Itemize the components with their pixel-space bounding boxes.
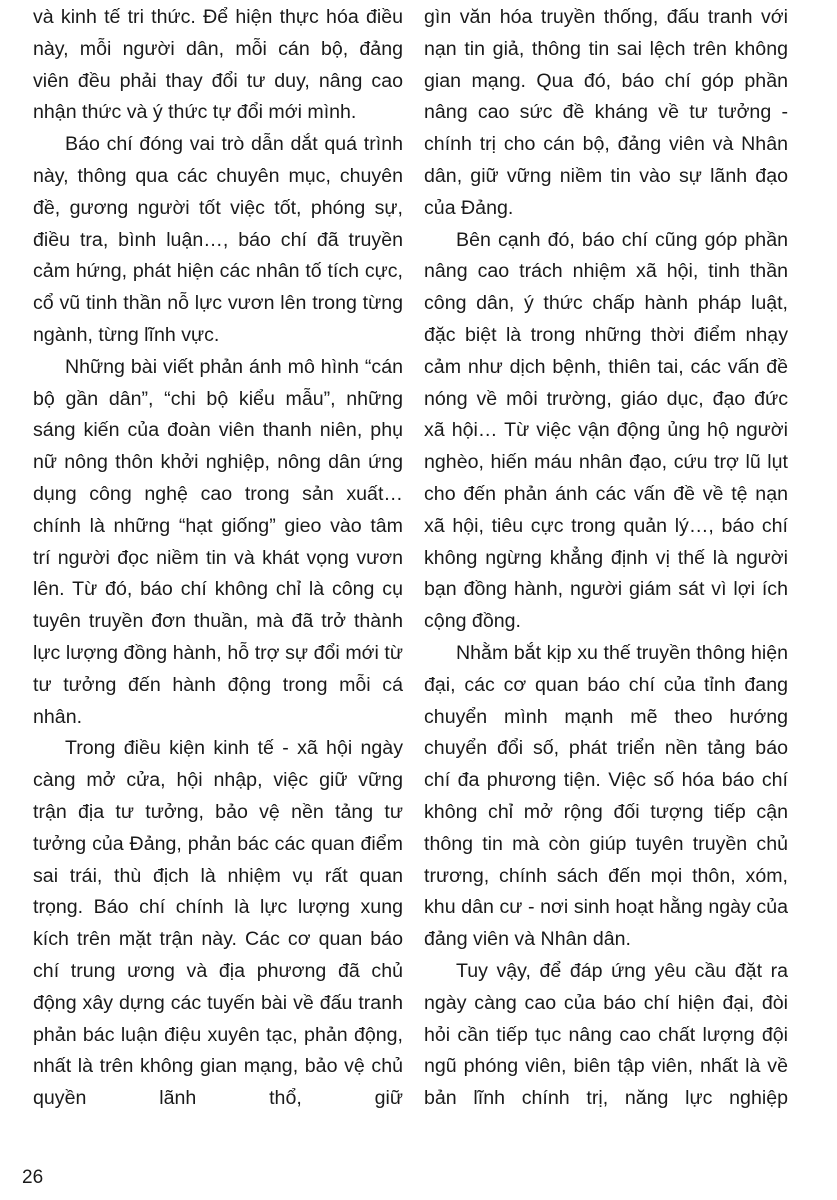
paragraph: Báo chí đóng vai trò dẫn dắt quá trình này, thông qua các chuyên mục, chuyên đề, gương người tốt việc tốt, phóng sự, điều tra, bình luận…, báo chí đã truyền cảm hứng, phát hiện các nhân tố tích cực, cổ vũ tinh thần nỗ lực vươn lên trong từng ngành, từng lĩnh vực. <box>33 133 403 346</box>
right-text-column <box>424 2 788 1115</box>
page-number: 26 <box>22 1167 44 1188</box>
paragraph: Bên cạnh đó, báo chí cũng góp phần nâng cao trách nhiệm xã hội, tinh thần công dân, ý thức chấp hành pháp luật, đặc biệt là trong những thời điểm nhạy cảm như dịch bệnh, thiên tai, các vấn đề nóng về môi trường, giáo dục, đạo đức xã hội… Từ việc vận động ủng hộ người nghèo, hiến máu nhân đạo, cứu trợ lũ lụt cho đến phản ánh các vấn đề về tệ nạn xã hội, tiêu cực trong quản lý…, báo chí không ngừng khẳng định vị thế là người bạn đồng hành, người giám sát vì lợi ích cộng đồng. <box>424 228 788 633</box>
paragraph: gìn văn hóa truyền thống, đấu tranh với nạn tin giả, thông tin sai lệch trên không gian mạng. Qua đó, báo chí góp phần nâng cao sức đề kháng về tư tưởng - chính trị cho cán bộ, đảng viên và Nhân dân, giữ vững niềm tin vào sự lãnh đạo của Đảng. <box>424 6 788 219</box>
left-text-column <box>33 2 403 1115</box>
paragraph: Tuy vậy, để đáp ứng yêu cầu đặt ra ngày càng cao của báo chí hiện đại, đòi hỏi cần tiếp tục nâng cao chất lượng đội ngũ phóng viên, biên tập viên, nhất là về bản lĩnh chính trị, năng lực nghiệp <box>424 959 788 1110</box>
paragraph: Nhằm bắt kịp xu thế truyền thông hiện đại, các cơ quan báo chí của tỉnh đang chuyển mình mạnh mẽ theo hướng chuyển đổi số, phát triển nền tảng báo chí đa phương tiện. Việc số hóa báo chí không chỉ mở rộng đối tượng tiếp cận thông tin mà còn giúp tuyên truyền chủ trương, chính sách đến mọi thôn, xóm, khu dân cư - nơi sinh hoạt hằng ngày của đảng viên và Nhân dân. <box>424 641 788 951</box>
paragraph: và kinh tế tri thức. Để hiện thực hóa điều này, mỗi người dân, mỗi cán bộ, đảng viên đều phải thay đổi tư duy, nâng cao nhận thức và ý thức tự đổi mới mình. <box>33 6 403 124</box>
paragraph: Những bài viết phản ánh mô hình “cán bộ gần dân”, “chi bộ kiểu mẫu”, những sáng kiến của đoàn viên thanh niên, phụ nữ nông thôn khởi nghiệp, nông dân ứng dụng công nghệ cao trong sản xuất… chính là những “hạt giống” gieo vào tâm trí người đọc niềm tin và khát vọng vươn lên. Từ đó, báo chí không chỉ là công cụ tuyên truyền đơn thuần, mà đã trở thành lực lượng đồng hành, hỗ trợ sự đổi mới từ tư tưởng đến hành động trong mỗi cá nhân. <box>33 355 403 728</box>
paragraph: Trong điều kiện kinh tế - xã hội ngày càng mở cửa, hội nhập, việc giữ vững trận địa tư tưởng, bảo vệ nền tảng tư tưởng của Đảng, phản bác các quan điểm sai trái, thù địch là nhiệm vụ rất quan trọng. Báo chí chính là lực lượng xung kích trên mặt trận này. Các cơ quan báo chí trung ương và địa phương đã chủ động xây dựng các tuyến bài về đấu tranh phản bác luận điệu xuyên tạc, phản động, nhất là trên không gian mạng, bảo vệ chủ quyền lãnh thổ, giữ <box>33 737 403 1110</box>
